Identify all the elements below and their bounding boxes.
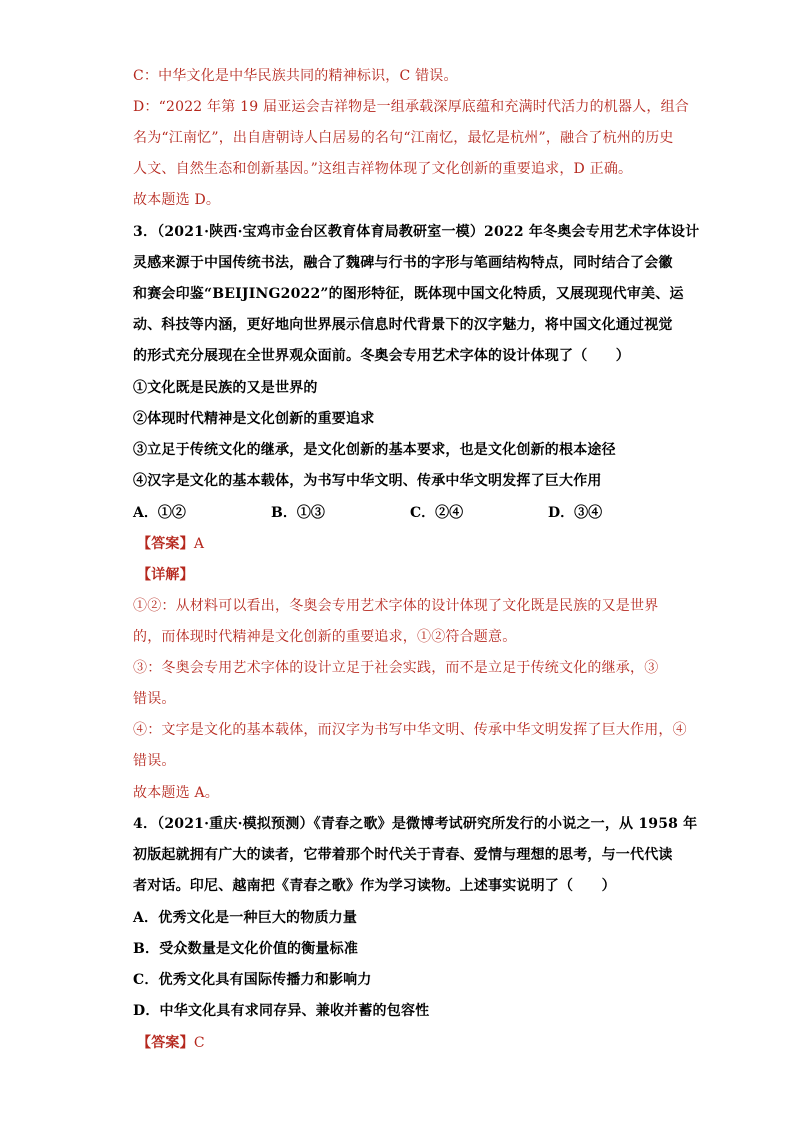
q4-option-a: A．优秀文化是一种巨大的物质力量 (133, 910, 358, 926)
answer-value: A (193, 536, 205, 552)
q3-option-c: C．②④ (410, 505, 464, 521)
q3-option-b: B．①③ (271, 505, 325, 521)
answer-tag: 【答案】 (137, 1035, 194, 1051)
q4-option-d: D．中华文化具有求同存异、兼收并蓄的包容性 (133, 1003, 430, 1019)
q4-stem-line-1: 4．（2021·重庆·模拟预测）《青春之歌》是微博考试研究所发行的小说之一，从 1958 年 (133, 816, 698, 832)
q3-statement-4: ④汉字是文化的基本载体，为书写中华文明、传承中华文明发挥了巨大作用 (133, 473, 602, 489)
q3-stem-line-3: 和赛会印鉴“BEIJING2022”的图形特征，既体现中国文化特质，又展现现代审美、运 (133, 286, 684, 302)
q2-option-d-analysis-line-3: 人文、自然生态和创新基因。”这组吉祥物体现了文化创新的重要追求，D 正确。 (133, 161, 633, 177)
q3-detail-line-3: ③：冬奥会专用艺术字体的设计立足于社会实践，而不是立足于传统文化的继承，③ (133, 660, 659, 676)
q3-statement-3: ③立足于传统文化的继承，是文化创新的基本要求，也是文化创新的根本途径 (133, 442, 616, 458)
q2-option-d-analysis-line-2: 名为“江南忆”，出自唐朝诗人白居易的名句“江南忆，最忆是杭州”，融合了杭州的历史 (133, 130, 674, 146)
q2-option-c-analysis: C：中华文化是中华民族共同的精神标识，C 错误。 (133, 68, 458, 84)
q3-stem-line-4: 动、科技等内涵，更好地向世界展示信息时代背景下的汉字魅力，将中国文化通过视觉 (133, 317, 673, 333)
q3-answer (137, 534, 204, 554)
q3-statement-1: ①文化既是民族的又是世界的 (133, 380, 318, 396)
q2-option-d-analysis-line-1: D：“2022 年第 19 届亚运会吉祥物是一组承载深厚底蕴和充满时代活力的机器人，组合 (133, 99, 689, 115)
answer-tag: 【答案】 (137, 536, 194, 552)
q3-detail-line-4: 错误。 (133, 691, 176, 707)
q3-stem-line-5: 的形式充分展现在全世界观众面前。冬奥会专用艺术字体的设计体现了（ ） (133, 348, 630, 364)
q3-stem-line-2: 灵感来源于中国传统书法，融合了魏碑与行书的字形与笔画结构特点，同时结合了会徽 (133, 255, 673, 271)
q3-detail-line-6: 错误。 (133, 753, 176, 769)
q4-answer (137, 1033, 205, 1053)
q3-detail-line-5: ④：文字是文化的基本载体，而汉字为书写中华文明、传承中华文明发挥了巨大作用，④ (133, 722, 687, 738)
q4-option-b: B．受众数量是文化价值的衡量标准 (133, 941, 359, 957)
q3-detail-tag: 【详解】 (137, 567, 194, 583)
q3-option-a: A．①② (133, 505, 186, 521)
q3-detail-line-2: 的，而体现时代精神是文化创新的重要追求，①②符合题意。 (133, 629, 517, 645)
q4-option-c: C．优秀文化具有国际传播力和影响力 (133, 972, 372, 988)
answer-value: C (193, 1035, 205, 1051)
q3-detail-line-1: ①②：从材料可以看出，冬奥会专用艺术字体的设计体现了文化既是民族的又是世界 (133, 598, 659, 614)
q3-option-d: D．③④ (548, 505, 603, 521)
q2-conclusion: 故本题选 D。 (133, 192, 221, 208)
q4-stem-line-3: 者对话。印尼、越南把《青春之歌》作为学习读物。上述事实说明了（ ） (133, 878, 616, 894)
q4-stem-line-2: 初版起就拥有广大的读者，它带着那个时代关于青春、爱情与理想的思考，与一代代读 (133, 847, 673, 863)
q3-conclusion: 故本题选 A。 (133, 785, 219, 801)
q3-statement-2: ②体现时代精神是文化创新的重要追求 (133, 411, 375, 427)
q3-stem-line-1: 3．（2021·陕西·宝鸡市金台区教育体育局教研室一模）2022 年冬奥会专用艺术字体设计 (133, 224, 700, 240)
